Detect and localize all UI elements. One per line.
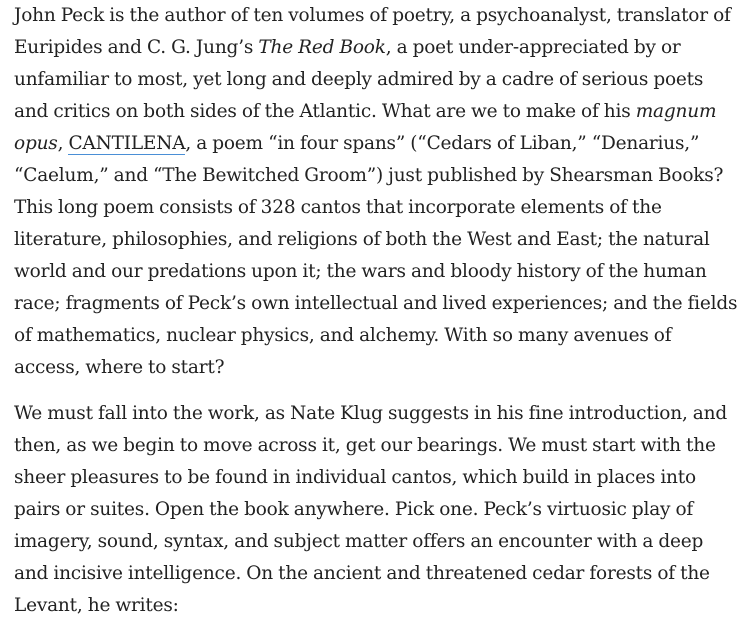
text-line (14, 320, 674, 352)
text-run: John Peck is the author of ten volumes of poetry, a psychoanalyst, translator of (14, 5, 731, 26)
article-body (14, 0, 737, 636)
text-line (14, 494, 694, 526)
paragraph (14, 398, 727, 622)
text-run: This long poem consists of 328 cantos that incorporate elements of the (14, 197, 662, 218)
text-line (14, 398, 727, 430)
text-run: and critics on both sides of the Atlantic. What are we to make of his (14, 101, 636, 122)
text-line (14, 288, 737, 320)
text-run: of mathematics, nuclear physics, and alchemy. With so many avenues of (14, 325, 672, 346)
text-line (14, 64, 704, 96)
text-line (14, 192, 674, 224)
text-run: Levant, he writes: (14, 595, 179, 616)
paragraph (14, 0, 737, 384)
text-line (14, 352, 674, 384)
text-run: “Caelum,” and “The Bewitched Groom”) just published by Shearsman Books? (14, 165, 724, 186)
text-run: , a poet under-appreciated by or (385, 37, 681, 58)
text-line (14, 32, 681, 64)
text-line (14, 224, 710, 256)
text-line (14, 128, 700, 160)
text-line (14, 590, 674, 622)
text-line (14, 256, 707, 288)
italic-title: The Red Book (258, 37, 386, 58)
text-run: sheer pleasures to be found in individual cantos, which build in places into (14, 467, 696, 488)
text-run: , (57, 133, 69, 154)
text-line (14, 462, 696, 494)
text-line (14, 96, 717, 128)
text-line (14, 0, 731, 32)
text-run: We must fall into the work, as Nate Klug suggests in his fine introduction, and (14, 403, 727, 424)
text-run: literature, philosophies, and religions of both the West and East; the natural (14, 229, 710, 250)
text-run: then, as we begin to move across it, get our bearings. We must start with the (14, 435, 716, 456)
text-run: Euripides and C. G. Jung’s (14, 37, 259, 58)
text-line (14, 558, 710, 590)
text-run: world and our predations upon it; the wars and bloody history of the human (14, 261, 707, 282)
text-run: imagery, sound, syntax, and subject matter offers an encounter with a deep (14, 531, 704, 552)
text-run: , a poem “in four spans” (“Cedars of Liban,” “Denarius,” (185, 133, 700, 154)
text-line (14, 430, 716, 462)
text-run: pairs or suites. Open the book anywhere. Pick one. Peck’s virtuosic play of (14, 499, 694, 520)
text-run: and incisive intelligence. On the ancient and threatened cedar forests of the (14, 563, 710, 584)
text-line (14, 160, 724, 192)
text-run: unfamiliar to most, yet long and deeply admired by a cadre of serious poets (14, 69, 704, 90)
italic-title: opus (14, 133, 58, 154)
text-line (14, 526, 704, 558)
text-run: access, where to start? (14, 357, 225, 378)
italic-title: magnum (635, 101, 717, 122)
text-run: race; fragments of Peck’s own intellectual and lived experiences; and the fields (14, 293, 737, 314)
book-title-link[interactable]: CANTILENA (68, 133, 186, 154)
